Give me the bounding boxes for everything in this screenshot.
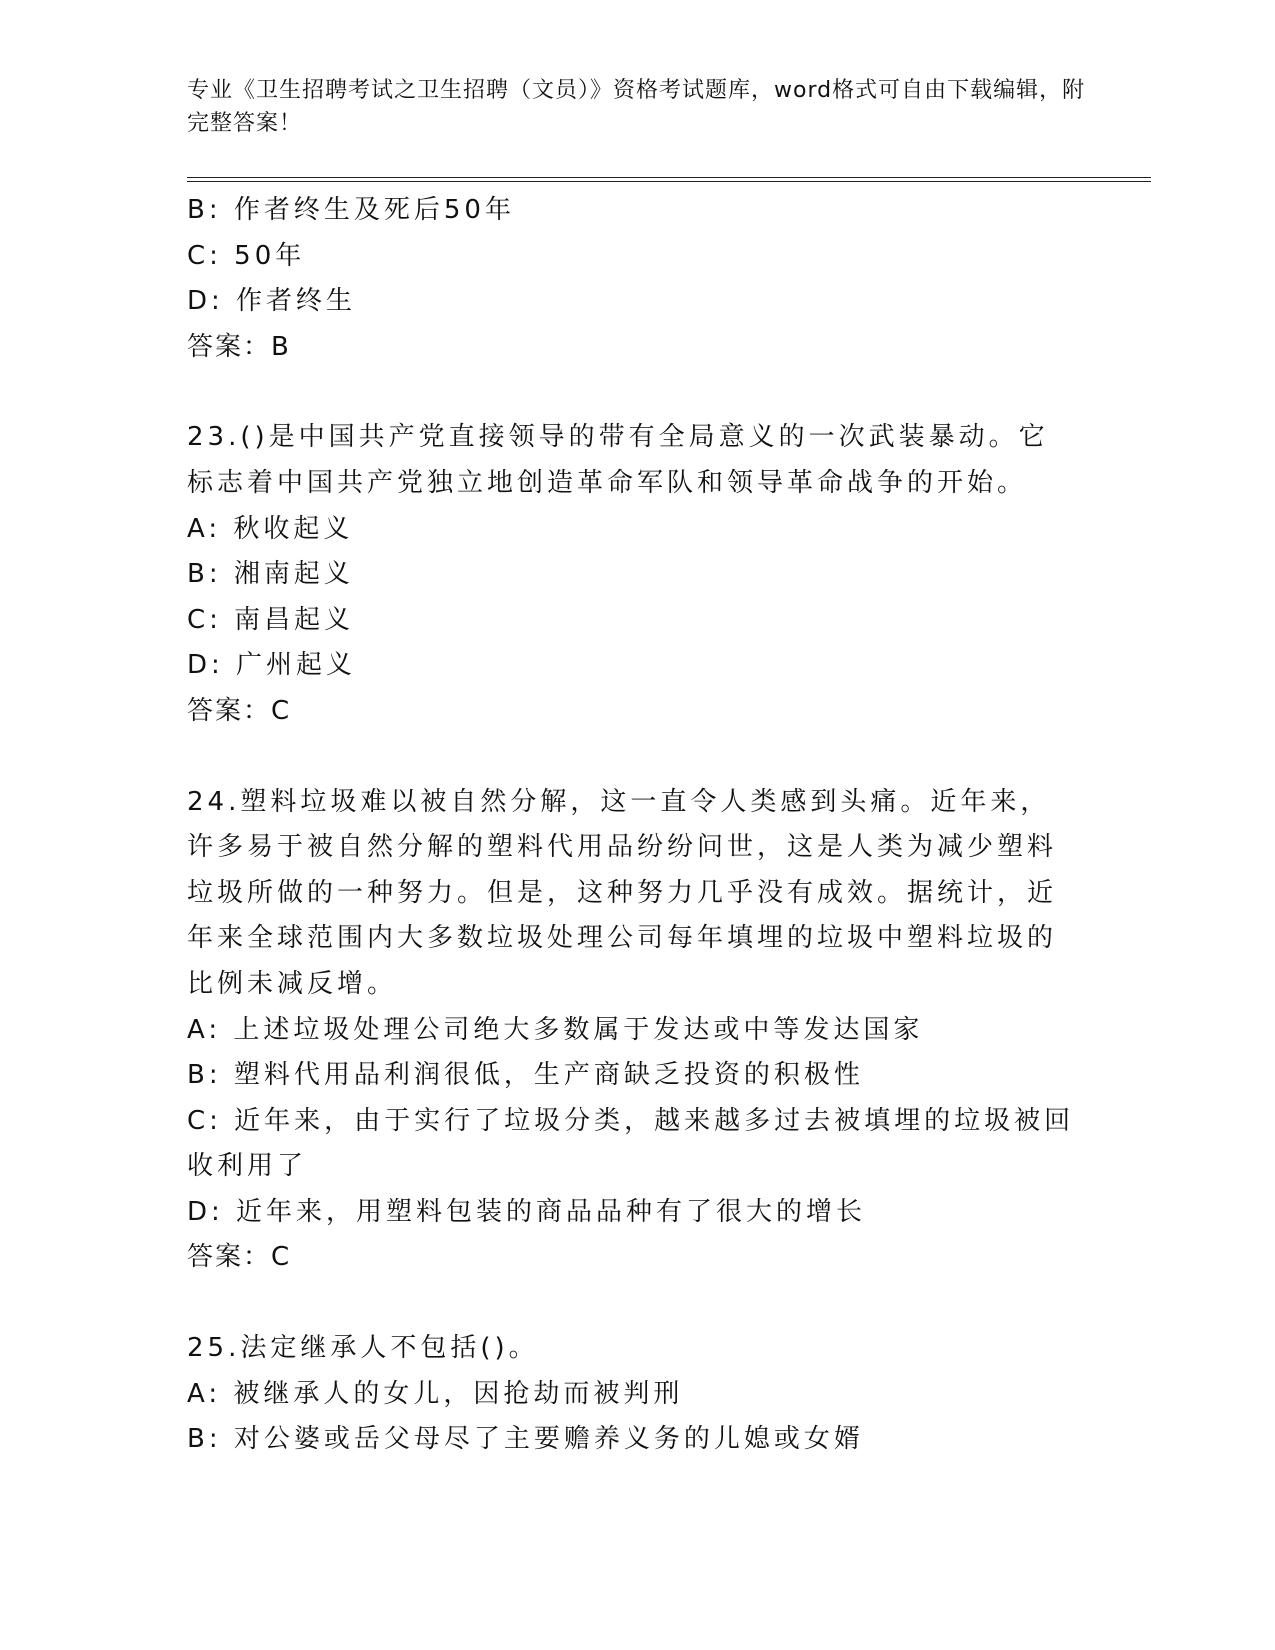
question-22 — [187, 188, 1077, 370]
question-22-option-b: B: 作者终生及死后50年 — [187, 195, 515, 225]
header-divider-top — [187, 177, 1151, 178]
question-23-option-d: D: 广州起义 — [187, 650, 357, 681]
question-25 — [187, 1326, 1077, 1463]
question-24-answer: 答案：C — [187, 1242, 292, 1273]
question-22-option-c: C: 50年 — [187, 240, 306, 271]
question-24-option-b: B: 塑料代用品利润很低，生产商缺乏投资的积极性 — [187, 1060, 864, 1091]
question-list — [187, 188, 1077, 1463]
question-24-option-c: C: 近年来，由于实行了垃圾分类，越来越多过去被填埋的垃圾被回收利用了 — [187, 1105, 1075, 1182]
question-23-option-c: C: 南昌起义 — [187, 604, 355, 635]
question-24 — [187, 780, 1077, 1282]
question-23-option-b: B: 湘南起义 — [187, 559, 354, 590]
question-24-option-d: D: 近年来，用塑料包装的商品品种有了很大的增长 — [187, 1196, 867, 1227]
question-25-option-b: B: 对公婆或岳父母尽了主要赡养义务的儿媳或女婿 — [187, 1424, 864, 1455]
question-23-stem: 23.()是中国共产党直接领导的带有全局意义的一次武装暴动。它标志着中国共产党独立地创造革命军队和领导革命战争的开始。 — [187, 422, 1049, 498]
header-divider-bottom — [187, 181, 1151, 182]
document-header: 专业《卫生招聘考试之卫生招聘（文员）》资格考试题库，word格式可自由下载编辑，附完整答案！ — [187, 78, 1086, 136]
question-24-stem: 24.塑料垃圾难以被自然分解，这一直令人类感到头痛。近年来，许多易于被自然分解的塑料代用品纷纷问世，这是人类为减少塑料垃圾所做的一种努力。但是，这种努力几乎没有成效。据统计，近年来全球范围内大多数垃圾处理公司每年填埋的垃圾中塑料垃圾的比例未减反增。 — [187, 786, 1058, 999]
question-22-answer: 答案：B — [187, 331, 291, 362]
question-23 — [187, 415, 1077, 734]
question-23-answer: 答案：C — [187, 695, 292, 726]
question-25-stem: 25.法定继承人不包括()。 — [187, 1333, 539, 1364]
question-25-option-a: A: 被继承人的女儿，因抢劫而被判刑 — [187, 1378, 684, 1409]
spacer — [187, 370, 1077, 415]
spacer — [187, 1281, 1077, 1326]
question-22-option-d: D: 作者终生 — [187, 286, 357, 317]
spacer — [187, 735, 1077, 780]
question-23-option-a: A: 秋收起义 — [187, 513, 354, 544]
question-24-option-a: A: 上述垃圾处理公司绝大多数属于发达或中等发达国家 — [187, 1014, 924, 1045]
